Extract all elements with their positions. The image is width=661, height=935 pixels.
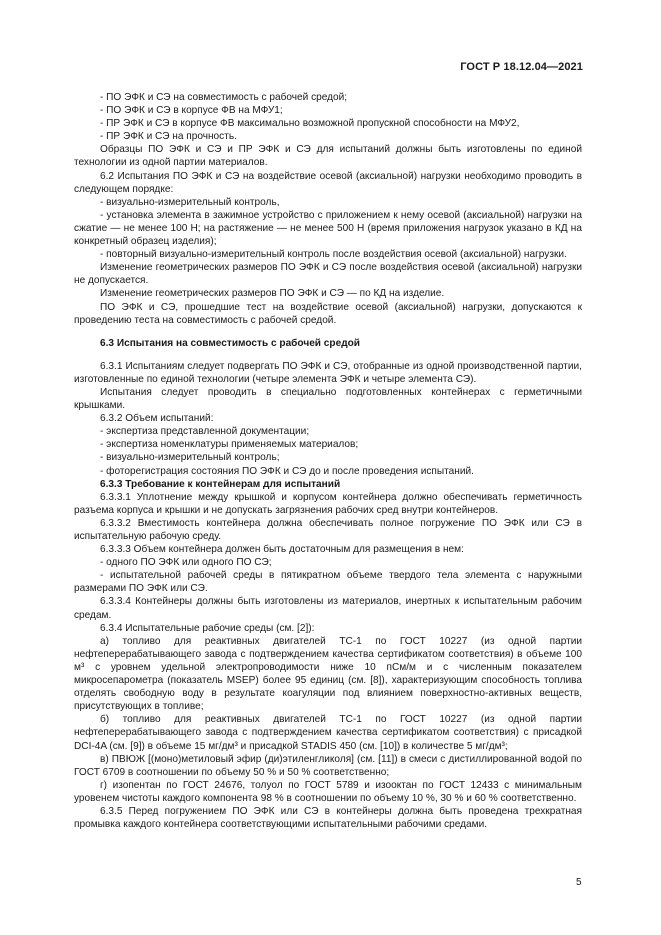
bullet-item: - визуально-измерительный контроль,: [100, 196, 280, 208]
bullet-item: - одного ПО ЭФК или одного ПО СЭ;: [100, 557, 272, 569]
document-code-header: ГОСТ Р 18.12.04—2021: [460, 61, 583, 73]
body-paragraph: 6.3.3.1 Уплотнение между крышкой и корпусом контейнера должно обеспечивать герметичность разъема корпуса и крышки и не допускать загрязнения рабочих сред внутри контейнеров.: [74, 491, 582, 516]
bullet-item: - повторный визуально-измерительный контроль после воздействия осевой (аксиальной) нагрузки.: [100, 249, 567, 261]
bullet-item: - установка элемента в зажимное устройство с приложением к нему осевой (аксиальной) нагрузки на сжатие — не менее 100 Н; на растяжение — не менее 500 Н (время приложения нагрузок указано в КД на конкретный образец изделия);: [74, 209, 582, 248]
body-paragraph: а) топливо для реактивных двигателей ТС-1 по ГОСТ 10227 (из одной партии нефтеперерабатывающего завода с подтверждением качества сертификатом соответствия) в объеме 100 м³ с уровнем удельной электропроводимости ниже 10 пСм/м и с численным показателем микросепарометра (показатель MSEP) более 95 единиц (см. [8]), характеризующим способность топлива отделять свободную воду в результате коагуляции под влиянием поверхностно-активных веществ, присутствующих в топливе;: [74, 635, 582, 713]
document-body: [74, 91, 582, 831]
bullet-item: - визуально-измерительный контроль;: [100, 452, 280, 464]
bullet-item: - экспертиза номенклатуры применяемых материалов;: [100, 439, 359, 451]
spacer: [74, 327, 582, 337]
bullet-item: - ПО ЭФК и СЭ на совместимость с рабочей средой;: [100, 92, 348, 103]
body-paragraph: 6.3.3.2 Вместимость контейнера должна обеспечивать полное погружение ПО ЭФК или СЭ в испытательную рабочую среду.: [74, 517, 582, 542]
body-paragraph: 6.2 Испытания ПО ЭФК и СЭ на воздействие осевой (аксиальной) нагрузки необходимо проводить в следующем порядке:: [74, 170, 582, 195]
bullet-item: - ПО ЭФК и СЭ в корпусе ФВ на МФУ1;: [100, 105, 283, 117]
bullet-item: - испытательной рабочей среды в пятикратном объеме твердого тела элемента с наружными размерами ПО ЭФК или СЭ.: [74, 570, 582, 595]
body-paragraph: в) ПВЮЖ [(моно)метиловый эфир (ди)этиленгликоля] (см. [11]) в смеси с дистиллированной водой по ГОСТ 6709 в соотношении по объему 50 % и 50 % соответственно;: [74, 753, 582, 778]
body-paragraph: 6.3.4 Испытательные рабочие среды (см. [2]):: [100, 622, 315, 634]
spacer: [74, 350, 582, 360]
body-paragraph: б) топливо для реактивных двигателей ТС-1 по ГОСТ 10227 (из одной партии нефтеперерабатывающего завода с подтверждением качества сертификатом соответствия) с присадкой DCI-4A (см. [9]) в объеме 15 мг/дм³ и присадкой STADIS 450 (см. [10]) в количестве 5 мг/дм³;: [74, 714, 582, 752]
body-paragraph: Испытания следует проводить в специально подготовленных контейнерах с герметичными крышками.: [74, 386, 582, 412]
body-paragraph: 6.3.2 Объем испытаний:: [100, 413, 214, 425]
bullet-item: - ПР ЭФК и СЭ в корпусе ФВ максимально возможной пропускной способности на МФУ2,: [100, 118, 520, 130]
body-paragraph: г) изопентан по ГОСТ 24676, толуол по ГОСТ 5789 и изооктан по ГОСТ 12433 с минимальным уровенем чистоты каждого компонента 98 % в соотношении по объему 10 %, 30 % и 60 % соответственно.: [74, 779, 582, 804]
bullet-item: - фоторегистрация состояния ПО ЭФК и СЭ до и после проведения испытаний.: [100, 465, 474, 477]
body-paragraph: ПО ЭФК и СЭ, прошедшие тест на воздействие осевой (аксиальной) нагрузки, допускаются к проведению теста на совместимость с рабочей средой.: [74, 301, 582, 326]
page-number: 5: [576, 877, 582, 888]
body-paragraph: 6.3.1 Испытаниям следует подвергать ПО ЭФК и СЭ, отобранные из одной производственной партии, изготовленные по единой технологии (четыре элемента ЭФК и четыре элемента СЭ).: [74, 360, 582, 385]
bullet-item: - экспертиза представленной документации;: [100, 426, 310, 438]
body-paragraph: Образцы ПО ЭФК и СЭ и ПР ЭФК и СЭ для испытаний должны быть изготовлены по единой технологии из одной партии материалов.: [74, 144, 582, 169]
body-paragraph: Изменение геометрических размеров ПО ЭФК и СЭ после воздействия осевой (аксиальной) нагрузки не допускается.: [74, 262, 582, 287]
body-paragraph: Изменение геометрических размеров ПО ЭФК и СЭ — по КД на изделие.: [100, 288, 445, 300]
subsection-heading: 6.3.3 Требование к контейнерам для испытаний: [100, 478, 341, 490]
body-paragraph: 6.3.5 Перед погружением ПО ЭФК или СЭ в контейнеры должна быть проведена трехкратная промывка каждого контейнера соответствующими испытательными рабочими средами.: [74, 805, 582, 831]
body-paragraph: 6.3.3.3 Объем контейнера должен быть достаточным для размещения в нем:: [100, 544, 464, 556]
bullet-item: - ПР ЭФК и СЭ на прочность.: [100, 131, 237, 143]
body-paragraph: 6.3.3.4 Контейнеры должны быть изготовлены из материалов, инертных к испытательным рабочим средам.: [74, 596, 582, 621]
section-heading: 6.3 Испытания на совместимость с рабочей средой: [100, 337, 360, 349]
